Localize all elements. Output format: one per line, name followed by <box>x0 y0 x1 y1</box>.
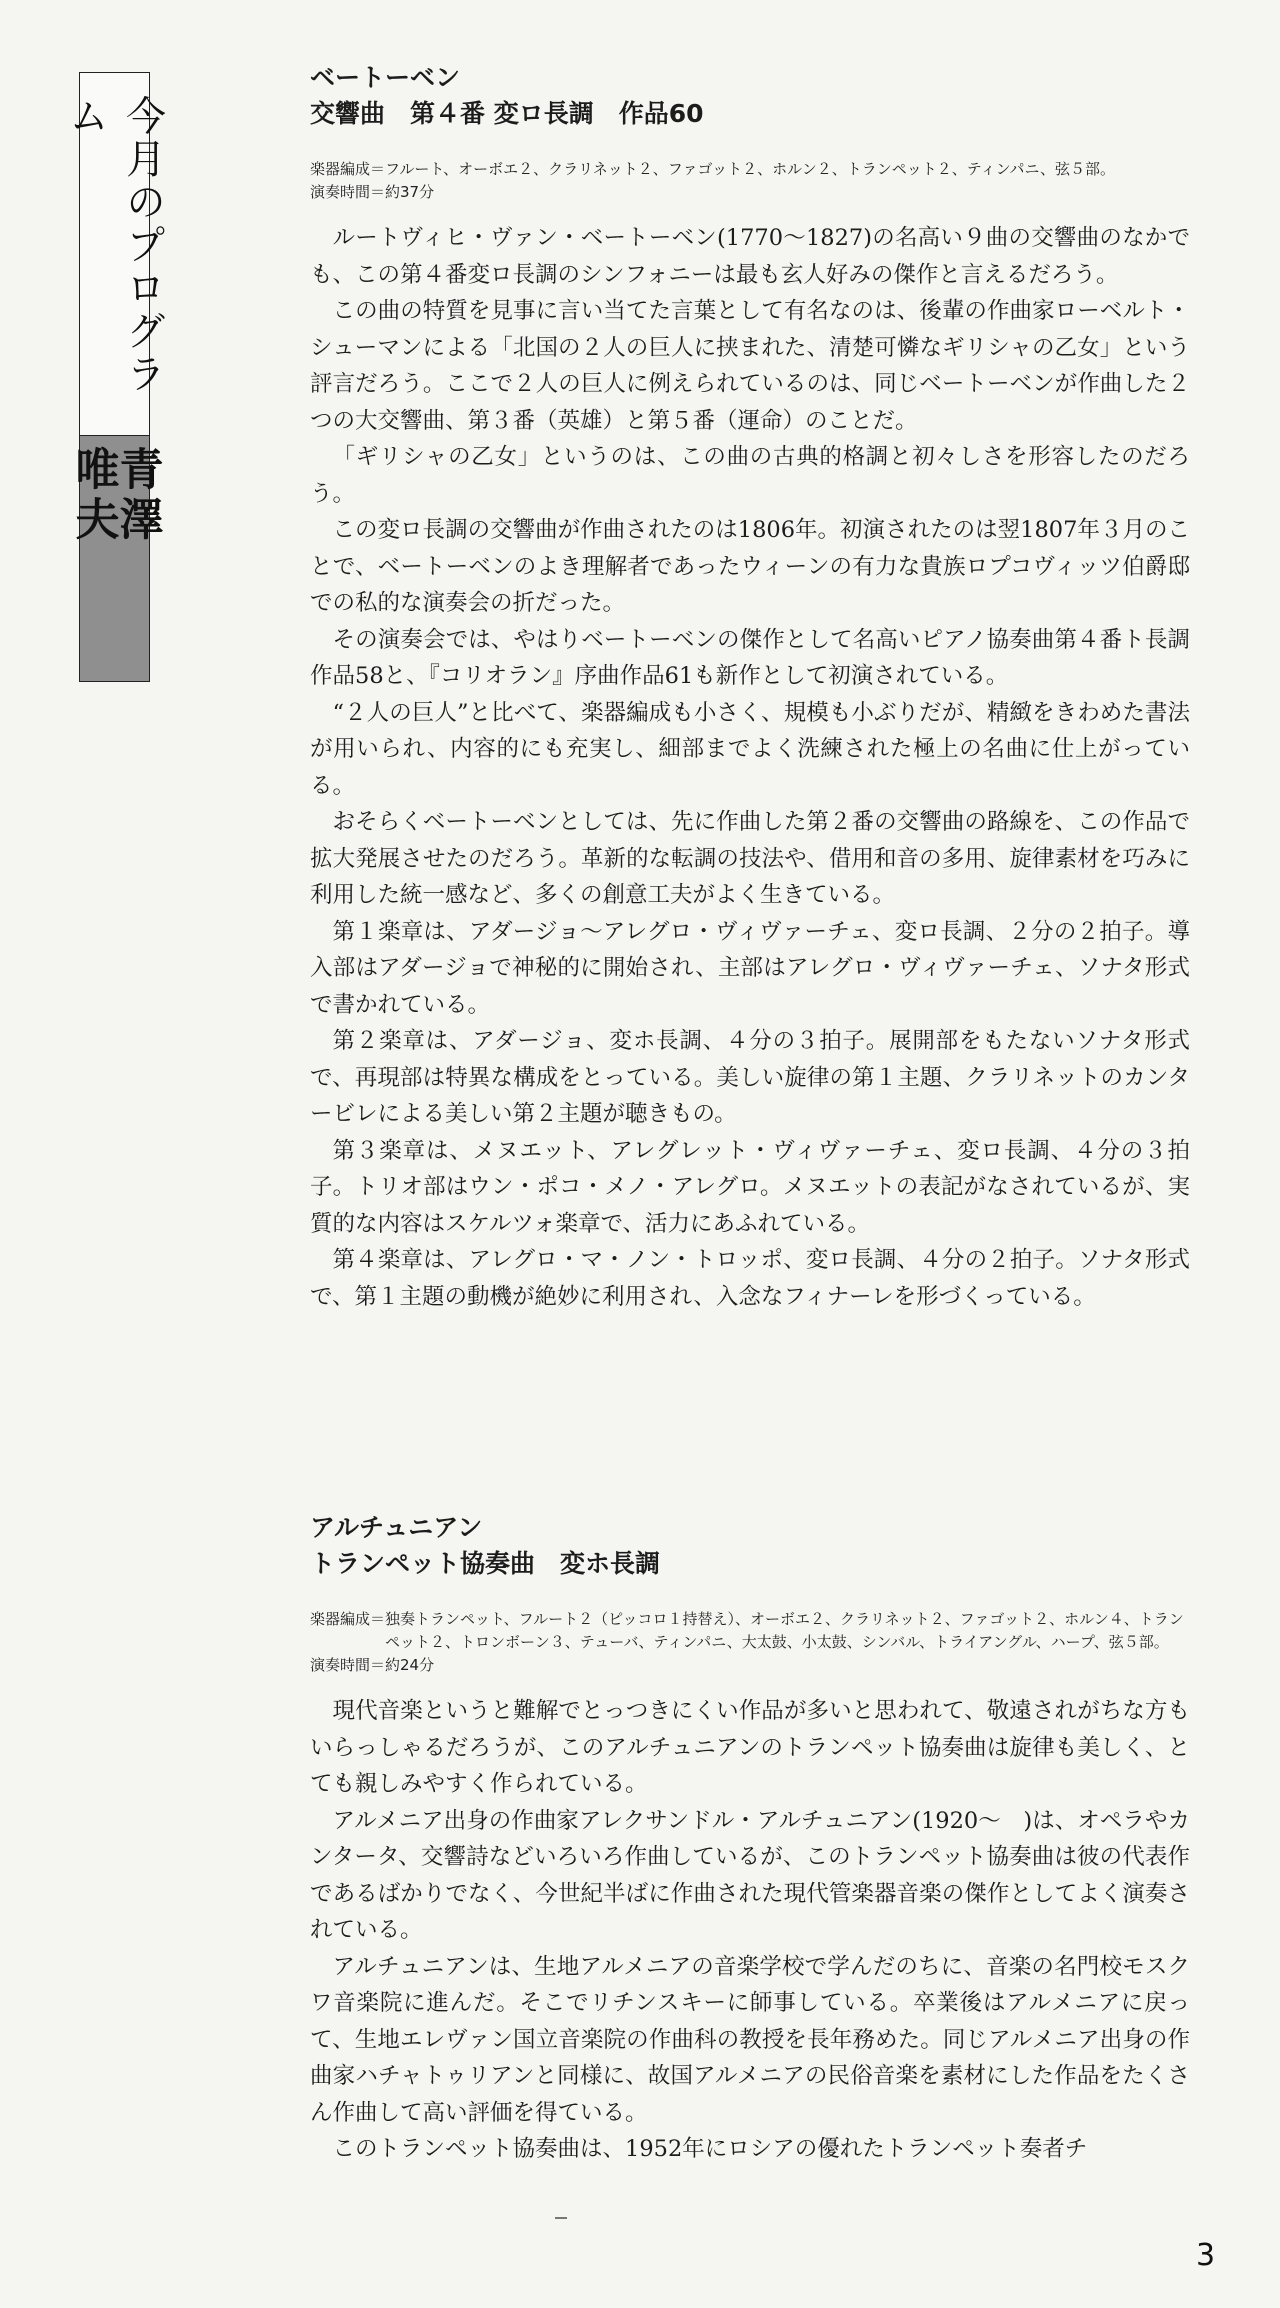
piece1-paragraph: “２人の巨人”と比べて、楽器編成も小さく、規模も小ぶりだが、精緻をきわめた書法が用いられ、内容的にも充実し、細部までよく洗練された極上の名曲に仕上がっている。 <box>310 699 1190 799</box>
sidebar-heading: 今月のプログラム <box>62 95 166 396</box>
piece1-paragraph: 第４楽章は、アレグロ・マ・ノン・トロッポ、変ロ長調、４分の２拍子。ソナタ形式で、第１主題の動機が絶妙に利用され、入念なフィナーレを形づくっている。 <box>310 1247 1190 1310</box>
piece1-section <box>310 60 1190 1315</box>
piece2-instrumentation: 独奏トランペット、フルート２（ピッコロ１持替え）、オーボエ２、クラリネット２、ファゴット２、ホルン４、トランペット２、トロンボーン３、テューバ、ティンパニ、大太鼓、小太鼓、シンバル、トライアングル、ハープ、弦５部。 <box>385 1610 1184 1651</box>
piece2-paragraph: アルメニア出身の作曲家アレクサンドル・アルチュニアン(1920〜 )は、オペラやカンタータ、交響詩などいろいろ作曲しているが、このトランペット協奏曲は彼の代表作であるばかりでなく、今世紀半ばに作曲された現代管楽器音楽の傑作としてよく演奏されている。 <box>310 1807 1190 1943</box>
piece2-title: トランペット協奏曲 変ホ長調 <box>310 1549 661 1578</box>
piece1-instrumentation: フルート、オーボエ２、クラリネット２、ファゴット２、ホルン２、トランペット２、ティンパニ、弦５部。 <box>385 160 1115 178</box>
piece2-paragraph: アルチュニアンは、生地アルメニアの音楽学校で学んだのちに、音楽の名門校モスクワ音楽院に進んだ。そこでリチンスキーに師事している。卒業後はアルメニアに戻って、生地エレヴァン国立音楽院の作曲科の教授を長年務めた。同じアルメニア出身の作曲家ハチャトゥリアンと同様に、故国アルメニアの民俗音楽を素材にした作品をたくさん作曲して高い評価を得ている。 <box>310 1953 1190 2126</box>
piece1-meta <box>310 158 1190 204</box>
sidebar-title-box <box>62 72 166 682</box>
piece2-paragraph: 現代音楽というと難解でとっつきにくい作品が多いと思われて、敬遠されがちな方もいらっしゃるだろうが、このアルチュニアンのトランペット協奏曲は旋律も美しく、とても親しみやすく作られている。 <box>310 1698 1190 1797</box>
piece2-section <box>310 1510 1190 2168</box>
author-given: 唯夫 <box>67 446 119 546</box>
piece2-duration: 演奏時間＝約24分 <box>310 1656 435 1674</box>
sidebar-heading-panel <box>62 73 166 435</box>
piece1-paragraph: この変ロ長調の交響曲が作曲されたのは1806年。初演されたのは翌1807年３月のことで、ベートーベンのよき理解者であったウィーンの有力な貴族ロプコヴィッツ伯爵邸での私的な演奏会の折だった。 <box>310 517 1190 616</box>
piece2-paragraph: このトランペット協奏曲は、1952年にロシアの優れたトランペット奏者チ <box>332 2136 1088 2162</box>
piece1-paragraph: 第１楽章は、アダージョ〜アレグロ・ヴィヴァーチェ、変ロ長調、２分の２拍子。導入部はアダージョで神秘的に開始され、主部はアレグロ・ヴィヴァーチェ、ソナタ形式で書かれている。 <box>310 918 1190 1018</box>
piece1-paragraph: ルートヴィヒ・ヴァン・ベートーベン(1770〜1827)の名高い９曲の交響曲のなかでも、この第４番変ロ長調のシンフォニーは最も玄人好みの傑作と言えるだろう。 <box>310 225 1190 288</box>
bottom-mark <box>555 2217 567 2219</box>
piece1-paragraph: 第３楽章は、メヌエット、アレグレット・ヴィヴァーチェ、変ロ長調、４分の３拍子。トリオ部はウン・ポコ・メノ・アレグロ。メヌエットの表記がなされているが、実質的な内容はスケルツォ楽章で、活力にあふれている。 <box>310 1137 1190 1237</box>
piece1-body <box>310 220 1190 1315</box>
author-surname: 青澤 <box>111 446 163 546</box>
piece1-paragraph: 「ギリシャの乙女」というのは、この曲の古典的格調と初々しさを形容したのだろう。 <box>310 444 1190 507</box>
piece2-body <box>310 1693 1190 2168</box>
page-number: 3 <box>1196 2238 1216 2273</box>
piece1-title: 交響曲 第４番 変ロ長調 作品60 <box>310 99 704 128</box>
piece1-paragraph: おそらくベートーベンとしては、先に作曲した第２番の交響曲の路線を、この作品で拡大発展させたのだろう。革新的な転調の技法や、借用和音の多用、旋律素材を巧みに利用した統一感など、多くの創意工夫がよく生きている。 <box>310 809 1190 908</box>
piece2-composer: アルチュニアン <box>310 1513 483 1542</box>
piece2-meta <box>310 1608 1190 1677</box>
piece1-paragraph: その演奏会では、やはりベートーベンの傑作として名高いピアノ協奏曲第４番ト長調作品58と、『コリオラン』序曲作品61も新作として初演されている。 <box>310 626 1190 689</box>
sidebar-author-panel <box>67 435 163 681</box>
piece1-instrumentation-label: 楽器編成＝ <box>310 160 386 178</box>
piece1-paragraph: この曲の特質を見事に言い当てた言葉として有名なのは、後輩の作曲家ローベルト・シューマンによる「北国の２人の巨人に挟まれた、清楚可憐なギリシャの乙女」という評言だろう。ここで２人の巨人に例えられているのは、同じベートーベンが作曲した２つの大交響曲、第３番（英雄）と第５番（運命）のことだ。 <box>310 298 1190 434</box>
piece1-duration: 演奏時間＝約37分 <box>310 183 435 201</box>
piece1-paragraph: 第２楽章は、アダージョ、変ホ長調、４分の３拍子。展開部をもたないソナタ形式で、再現部は特異な構成をとっている。美しい旋律の第１主題、クラリネットのカンタービレによる美しい第２主題が聴きもの。 <box>310 1028 1190 1127</box>
piece1-composer: ベートーベン <box>310 63 461 92</box>
author-name <box>67 446 163 681</box>
piece2-instrumentation-label: 楽器編成＝ <box>310 1610 386 1628</box>
